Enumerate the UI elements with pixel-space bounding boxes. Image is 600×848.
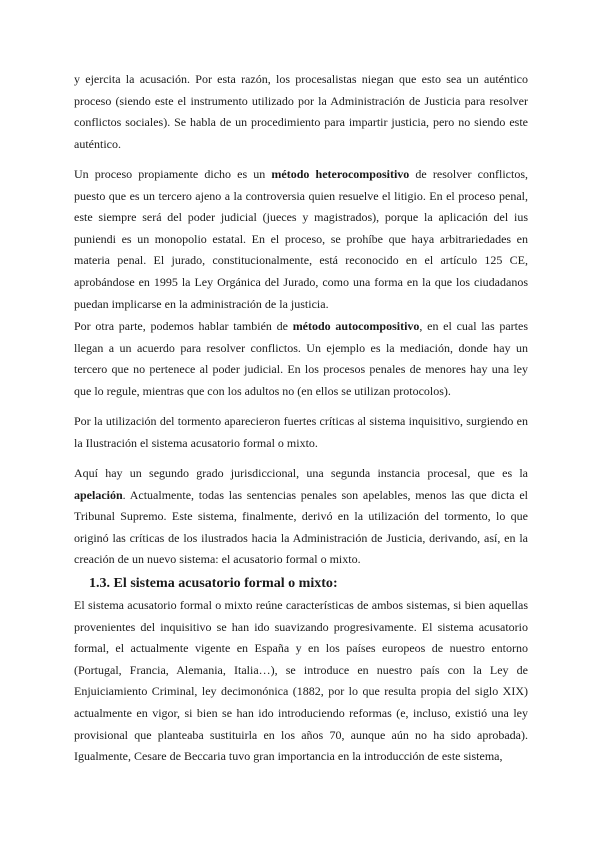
paragraph-2-text-before: Un proceso propiamente dicho es un xyxy=(74,167,272,181)
paragraph-2-text-after: de resolver conflictos, puesto que es un tercero ajeno a la controversia quien resuelve el litigio. En el proceso penal, este siempre será del poder judicial (jueces y magistrados), porque la aplicación del ius puniendi es un monopolio estatal. En el proceso, se prohíbe que haya arbitrariedades en materia penal. El jurado, constitucionalmente, está reconocido en el artículo 125 CE, aprobándose en 1995 la Ley Orgánica del Jurado, como una forma en la que los ciudadanos puedan implicarse en la administración de la justicia. xyxy=(74,167,528,311)
term-apelacion: apelación xyxy=(74,487,123,502)
paragraph-2 xyxy=(74,164,528,315)
term-autocompositivo: método autocompositivo xyxy=(292,319,420,333)
paragraph-3 xyxy=(74,316,528,402)
section-heading: 1.3. El sistema acusatorio formal o mixto: xyxy=(89,575,338,591)
paragraph-5-text-before: Aquí hay un segundo grado jurisdiccional, una segunda instancia procesal, que es la xyxy=(74,466,528,480)
paragraph-5-text-after: . Actualmente, todas las sentencias penales son apelables, menos las que dicta el Tribunal Supremo. Este sistema, finalmente, derivó en la utilización del tormento, lo que originó las críticas de los ilustrados hacia la Administración de Justicia, derivando, así, en la creación de un nuevo sistema: el acusatorio formal o mixto. xyxy=(74,487,528,567)
paragraph-1: y ejercita la acusación. Por esta razón, los procesalistas niegan que esto sea un auténtico proceso (siendo este el instrumento utilizado por la Administración de Justicia para resolver conflictos sociales). Se habla de un procedimiento para impartir justicia, pero no siendo este auténtico. xyxy=(74,72,528,151)
term-heterocompositivo: método heterocompositivo xyxy=(271,167,410,181)
paragraph-4: Por la utilización del tormento aparecieron fuertes críticas al sistema inquisitivo, surgiendo en la Ilustración el sistema acusatorio formal o mixto. xyxy=(74,414,528,450)
paragraph-3-text-after: , en el cual las partes llegan a un acuerdo para resolver conflictos. Un ejemplo es la mediación, donde hay un tercero que no pertenece al poder judicial. En los procesos penales de menores hay una ley que lo regule, mientras que con los adultos no (en ellos se utilizan protocolos). xyxy=(74,319,528,398)
paragraph-5 xyxy=(74,463,528,571)
paragraph-6: El sistema acusatorio formal o mixto reúne características de ambos sistemas, si bien aquellas provenientes del inquisitivo se han ido suavizando progresivamente. El sistema acusatorio formal, el actualmente vigente en España y en los países europeos de nuestro entorno (Portugal, Francia, Alemania, Italia…), se introduce en nuestro país con la Ley de Enjuiciamiento Criminal, ley decimonónica (1882, por lo que resulta propia del siglo XIX) actualmente en vigor, si bien se han ido introduciendo reformas (e, incluso, existió una ley provisional que planteaba sustituirla en los años 70, aunque aún no ha sido aprobada). Igualmente, Cesare de Beccaria tuvo gran importancia en la introducción de este sistema, xyxy=(74,598,528,764)
paragraph-3-text-before: Por otra parte, podemos hablar también de xyxy=(74,319,293,333)
